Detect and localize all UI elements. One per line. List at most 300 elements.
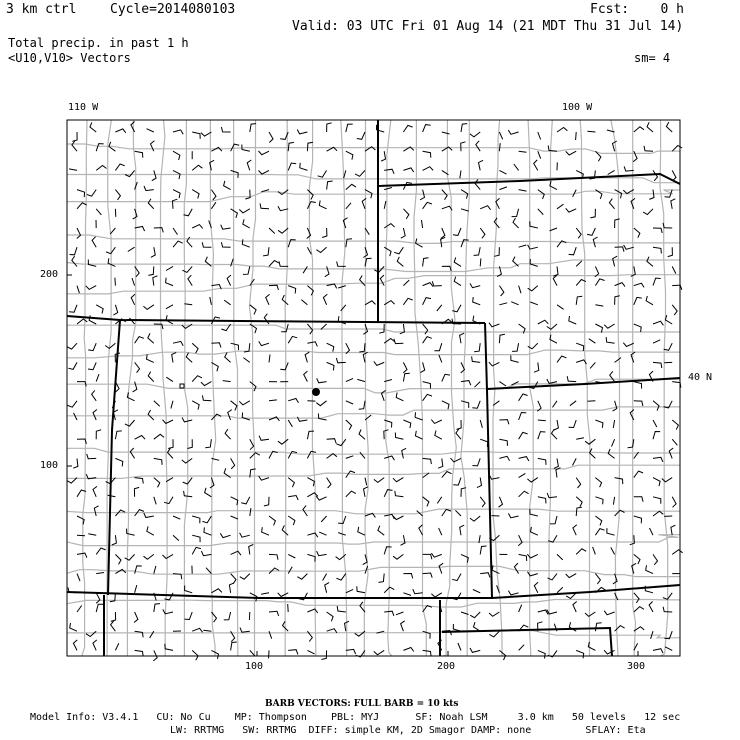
wind-barb bbox=[672, 439, 677, 445]
wind-barb bbox=[489, 475, 499, 479]
wind-barb bbox=[300, 163, 308, 171]
wind-barb bbox=[133, 209, 137, 219]
wind-barb bbox=[96, 209, 101, 215]
wind-barb bbox=[96, 374, 99, 382]
wind-barb bbox=[615, 247, 624, 252]
wind-barb bbox=[576, 296, 582, 305]
wind-barb bbox=[423, 283, 433, 287]
wind-barb bbox=[154, 478, 160, 488]
wind-barb bbox=[519, 432, 528, 439]
county-line bbox=[67, 325, 680, 332]
wind-barb bbox=[259, 476, 269, 480]
wind-barb bbox=[470, 132, 480, 137]
wind-barb bbox=[316, 496, 327, 500]
wind-barb bbox=[144, 554, 154, 559]
wind-barb bbox=[346, 378, 353, 381]
wind-barb bbox=[288, 142, 294, 151]
wind-barb bbox=[135, 478, 144, 484]
wind-barb bbox=[321, 516, 326, 522]
wind-barb bbox=[671, 199, 676, 209]
wind-barb bbox=[150, 631, 154, 638]
wind-barb bbox=[154, 566, 156, 574]
cycle-label: Cycle=2014080103 bbox=[110, 2, 236, 17]
lon-label-110w: 110 W bbox=[68, 102, 99, 113]
wind-barb bbox=[470, 648, 480, 652]
wind-barb bbox=[115, 431, 121, 439]
valid-time: Valid: 03 UTC Fri 01 Aug 14 (21 MDT Thu 31 Jul 14) bbox=[292, 19, 684, 34]
wind-barb bbox=[269, 417, 279, 421]
wind-barb bbox=[647, 257, 653, 267]
wind-barb bbox=[92, 390, 97, 400]
wind-barb bbox=[381, 151, 386, 161]
wind-barb bbox=[239, 209, 250, 213]
wind-barb bbox=[336, 439, 345, 445]
wind-barb bbox=[595, 516, 601, 525]
wind-barb bbox=[653, 478, 660, 487]
wind-barb bbox=[93, 410, 97, 421]
wind-barb bbox=[470, 283, 480, 287]
wind-barb bbox=[547, 379, 557, 383]
wind-barb bbox=[154, 401, 160, 406]
wind-barb bbox=[576, 228, 581, 238]
wind-barb bbox=[173, 516, 180, 519]
wind-barb bbox=[151, 247, 155, 257]
wind-barb bbox=[474, 247, 481, 255]
wind-barb bbox=[456, 429, 461, 439]
wind-barb bbox=[346, 239, 352, 248]
wind-barb bbox=[473, 590, 480, 593]
wind-barb bbox=[115, 129, 125, 133]
wind-barb bbox=[519, 413, 527, 421]
wind-barb bbox=[480, 420, 482, 428]
state-border-north bbox=[67, 316, 485, 323]
wind-barb bbox=[128, 247, 135, 251]
wind-barb bbox=[154, 434, 164, 439]
wind-barb bbox=[182, 266, 192, 272]
wind-barb bbox=[240, 574, 250, 580]
wind-barb bbox=[480, 228, 485, 238]
wind-barb bbox=[96, 430, 101, 439]
wind-barb bbox=[480, 573, 490, 578]
wind-barb bbox=[604, 324, 614, 328]
wind-barb bbox=[401, 621, 405, 631]
wind-barb bbox=[336, 358, 346, 363]
wind-barb bbox=[611, 547, 615, 554]
wind-barb bbox=[96, 593, 100, 604]
x-tick-200: 200 bbox=[437, 661, 456, 672]
wind-barb bbox=[114, 410, 118, 420]
wind-barb bbox=[231, 642, 237, 650]
wind-barb bbox=[461, 401, 469, 408]
wind-barb bbox=[653, 362, 662, 368]
wind-barb bbox=[259, 341, 269, 345]
wind-barb bbox=[87, 454, 97, 459]
wind-barb bbox=[607, 528, 615, 535]
wind-barb bbox=[634, 283, 644, 287]
wind-barb bbox=[269, 228, 275, 234]
wind-barb bbox=[231, 516, 238, 519]
wind-barb bbox=[154, 458, 162, 464]
wind-barb bbox=[441, 228, 445, 238]
wind-barb bbox=[647, 122, 653, 132]
county-borders bbox=[67, 120, 680, 656]
wind-barb bbox=[576, 650, 584, 658]
wind-barb bbox=[307, 533, 317, 537]
wind-barb bbox=[384, 456, 394, 460]
wind-barb bbox=[508, 130, 518, 134]
wind-barb bbox=[144, 513, 154, 518]
wind-barb bbox=[609, 199, 614, 209]
wind-barb bbox=[566, 208, 577, 212]
wind-barb bbox=[135, 631, 144, 637]
wind-barb bbox=[454, 257, 461, 266]
wind-barb bbox=[115, 458, 122, 466]
wind-barb bbox=[403, 209, 409, 219]
wind-barb bbox=[359, 401, 365, 409]
wind-barb bbox=[243, 219, 250, 228]
wind-barb bbox=[288, 554, 295, 558]
wind-barb bbox=[323, 294, 327, 305]
wind-barb bbox=[439, 563, 443, 573]
wind-barb bbox=[472, 356, 481, 362]
wind-barb bbox=[96, 166, 106, 171]
wind-barb bbox=[499, 420, 509, 425]
wind-barb bbox=[423, 458, 432, 464]
wind-barb bbox=[519, 394, 528, 401]
wind-barb bbox=[307, 478, 314, 487]
wind-barb bbox=[319, 532, 326, 535]
wind-barb bbox=[608, 449, 614, 459]
wind-barb bbox=[439, 528, 442, 535]
wind-barb bbox=[672, 146, 682, 152]
wind-barb bbox=[671, 525, 676, 535]
wind-barb bbox=[108, 258, 115, 266]
wind-barb bbox=[148, 372, 154, 382]
wind-barb bbox=[225, 353, 231, 363]
wind-barb bbox=[221, 242, 230, 247]
wind-barb bbox=[133, 382, 137, 392]
wind-barb bbox=[77, 190, 85, 198]
wind-barb bbox=[297, 417, 307, 422]
wind-barb bbox=[534, 160, 538, 171]
wind-barb bbox=[475, 179, 480, 189]
wind-barb bbox=[423, 298, 431, 305]
wind-barb bbox=[566, 151, 577, 155]
wind-barb bbox=[240, 628, 250, 633]
wind-barb bbox=[202, 516, 211, 523]
wind-barb bbox=[653, 170, 658, 180]
wind-barb bbox=[590, 362, 595, 368]
wind-barb bbox=[567, 376, 576, 381]
wind-barb bbox=[646, 296, 653, 305]
wind-barb bbox=[401, 228, 405, 238]
wind-barb bbox=[88, 260, 96, 267]
model-info-line1: Model Info: V3.4.1 CU: No Cu MP: Thompson PBL: MYJ SF: Noah LSM 3.0 km 50 levels 12 sec bbox=[30, 712, 681, 723]
wind-barb bbox=[473, 297, 481, 305]
wind-barb bbox=[595, 279, 604, 286]
wind-barb bbox=[415, 431, 422, 439]
wind-barb bbox=[513, 218, 519, 228]
wind-barb bbox=[280, 362, 288, 369]
wind-barb bbox=[403, 420, 410, 428]
wind-barb bbox=[192, 547, 201, 554]
wind-barb bbox=[77, 319, 87, 324]
wind-barb bbox=[269, 400, 277, 401]
wind-barb bbox=[538, 458, 546, 465]
wind-barb bbox=[132, 278, 135, 286]
wind-barb bbox=[327, 362, 334, 370]
wind-barb bbox=[231, 401, 237, 411]
wind-barb bbox=[325, 266, 329, 276]
wind-barb bbox=[346, 589, 353, 592]
wind-barb bbox=[148, 199, 154, 209]
wind-barb bbox=[587, 401, 595, 402]
wind-barb bbox=[163, 420, 174, 424]
wind-barb bbox=[634, 497, 643, 502]
wind-barb bbox=[519, 286, 521, 294]
wind-barb bbox=[634, 228, 640, 238]
wind-barb bbox=[595, 623, 601, 632]
wind-barb bbox=[90, 122, 96, 132]
wind-barb bbox=[384, 490, 392, 497]
wind-barb bbox=[557, 356, 566, 362]
wind-barb bbox=[87, 190, 96, 197]
wind-barb bbox=[231, 259, 234, 267]
county-line bbox=[127, 120, 135, 656]
wind-barb bbox=[610, 371, 615, 381]
wind-barb bbox=[307, 609, 317, 613]
wind-barb bbox=[499, 303, 507, 305]
wind-barb bbox=[403, 373, 409, 381]
wind-barb bbox=[374, 478, 384, 483]
wind-barb bbox=[634, 324, 641, 332]
wind-barb bbox=[649, 190, 654, 200]
wind-barb bbox=[94, 506, 98, 516]
wind-barb bbox=[403, 168, 413, 172]
county-line bbox=[67, 235, 680, 243]
wind-barb bbox=[653, 278, 661, 286]
wind-barb bbox=[472, 401, 480, 408]
wind-barb bbox=[211, 202, 216, 209]
wind-barb bbox=[92, 237, 96, 248]
wind-barb bbox=[397, 257, 403, 267]
wind-barb bbox=[401, 535, 406, 545]
wind-barb bbox=[260, 203, 269, 208]
wind-barb bbox=[147, 526, 154, 535]
wind-barb bbox=[171, 401, 173, 409]
wind-barb bbox=[152, 170, 156, 180]
wind-barb bbox=[205, 488, 212, 497]
wind-barb bbox=[380, 275, 384, 286]
wind-barb bbox=[346, 456, 354, 459]
wind-barb bbox=[192, 401, 199, 410]
wind-barb bbox=[304, 371, 308, 382]
wind-barb bbox=[206, 568, 211, 574]
wind-barb bbox=[499, 497, 503, 507]
wind-barb bbox=[202, 242, 211, 247]
wind-barb bbox=[634, 382, 642, 389]
wind-barb bbox=[653, 228, 662, 233]
wind-barb bbox=[355, 170, 365, 176]
wind-barb bbox=[261, 593, 269, 594]
wind-barb bbox=[115, 190, 120, 200]
wind-barb bbox=[595, 305, 603, 306]
wind-barb bbox=[168, 439, 173, 448]
wind-barb bbox=[73, 458, 78, 468]
wind-barb bbox=[316, 247, 326, 252]
wind-barb bbox=[163, 554, 174, 558]
wind-barb bbox=[327, 343, 334, 351]
wind-barb bbox=[327, 181, 333, 190]
wind-barb bbox=[606, 337, 615, 343]
wind-barb bbox=[231, 551, 241, 555]
wind-barb bbox=[384, 188, 392, 190]
wind-barb bbox=[538, 209, 544, 215]
wind-barb bbox=[489, 612, 499, 616]
wind-barb bbox=[247, 160, 251, 170]
county-line bbox=[67, 465, 680, 478]
wind-barb bbox=[96, 604, 103, 612]
wind-barb bbox=[135, 337, 144, 344]
wind-barb bbox=[453, 228, 461, 235]
wind-barb bbox=[307, 554, 315, 561]
wind-barb bbox=[514, 164, 519, 170]
wind-barbs bbox=[67, 122, 683, 661]
wind-barb bbox=[519, 457, 529, 461]
wind-barb bbox=[144, 186, 154, 191]
wind-barb bbox=[508, 513, 518, 517]
wind-barb bbox=[499, 286, 504, 296]
wind-barb bbox=[154, 228, 164, 233]
county-line bbox=[67, 175, 680, 183]
wind-barb bbox=[576, 343, 584, 351]
wind-barb bbox=[148, 410, 154, 420]
wind-barb bbox=[479, 160, 484, 170]
forecast-hour: Fcst: 0 h bbox=[590, 2, 684, 17]
wind-barb bbox=[519, 245, 527, 247]
wind-barb bbox=[453, 478, 461, 486]
wind-barb bbox=[457, 420, 462, 429]
wind-barb bbox=[96, 573, 104, 574]
wind-barb bbox=[499, 382, 506, 386]
wind-barb bbox=[288, 650, 298, 655]
wind-barb bbox=[360, 276, 365, 286]
wind-barb bbox=[423, 554, 432, 559]
wind-barb bbox=[192, 132, 200, 139]
wind-barb bbox=[512, 209, 519, 217]
wind-barb bbox=[420, 190, 424, 200]
wind-barb bbox=[423, 202, 432, 209]
wind-barb bbox=[538, 610, 548, 614]
county-line bbox=[364, 120, 368, 656]
barb-legend: BARB VECTORS: FULL BARB = 10 kts bbox=[265, 699, 459, 709]
wind-barb bbox=[576, 132, 577, 140]
wind-barb bbox=[460, 170, 461, 178]
wind-barb bbox=[662, 478, 672, 482]
wind-barb bbox=[73, 640, 77, 651]
wind-barb bbox=[595, 324, 602, 333]
wind-barb bbox=[135, 151, 143, 158]
wind-barb bbox=[173, 130, 183, 134]
wind-barb bbox=[319, 201, 326, 209]
wind-barb bbox=[634, 127, 644, 132]
wind-barb bbox=[402, 448, 406, 458]
wind-barb bbox=[668, 247, 673, 256]
wind-barb bbox=[548, 146, 557, 152]
wind-barb bbox=[455, 510, 461, 516]
wind-barb bbox=[112, 535, 117, 545]
wind-barb bbox=[135, 585, 137, 593]
wind-barb bbox=[86, 474, 96, 479]
wind-barb bbox=[442, 266, 451, 271]
wind-barb bbox=[164, 497, 173, 504]
wind-barb bbox=[511, 355, 519, 362]
wind-barb bbox=[663, 223, 672, 228]
wind-barb bbox=[595, 497, 603, 505]
state-borders bbox=[67, 120, 680, 656]
wind-barb bbox=[415, 412, 423, 420]
wind-barb bbox=[634, 607, 644, 612]
wind-barb bbox=[538, 420, 546, 421]
wind-barb bbox=[470, 516, 480, 521]
wind-barb bbox=[630, 410, 634, 421]
wind-barb bbox=[288, 516, 295, 525]
wind-barb bbox=[519, 151, 527, 152]
wind-barb bbox=[288, 163, 296, 170]
wind-barb bbox=[576, 549, 586, 555]
wind-barb bbox=[269, 611, 279, 616]
wind-barb bbox=[442, 509, 451, 516]
wind-barb bbox=[553, 401, 558, 408]
wind-barb bbox=[192, 650, 198, 660]
wind-barb bbox=[305, 352, 309, 362]
wind-barb bbox=[192, 225, 203, 229]
wind-barb bbox=[173, 228, 178, 235]
field-title-vectors: <U10,V10> Vectors bbox=[8, 51, 131, 65]
wind-barb bbox=[576, 438, 584, 440]
wind-barb bbox=[530, 302, 538, 305]
wind-barb bbox=[613, 420, 614, 428]
wind-barb bbox=[323, 574, 327, 581]
wind-barb bbox=[327, 478, 331, 488]
wind-barb bbox=[587, 228, 595, 235]
wind-barb bbox=[530, 509, 538, 516]
wind-barb bbox=[336, 574, 345, 581]
wind-barb bbox=[288, 567, 292, 574]
wind-barb bbox=[595, 420, 603, 428]
wind-barb bbox=[125, 554, 135, 560]
wind-barb bbox=[474, 622, 481, 631]
wind-barb bbox=[185, 586, 193, 593]
wind-barb bbox=[250, 439, 254, 450]
wind-barb bbox=[125, 420, 135, 426]
wind-barb bbox=[519, 645, 525, 651]
wind-barb bbox=[67, 343, 77, 349]
wind-barb bbox=[111, 612, 116, 621]
wind-barb bbox=[384, 224, 394, 228]
wind-barb bbox=[88, 534, 96, 536]
wind-barb bbox=[173, 190, 180, 199]
wind-barb bbox=[394, 247, 403, 254]
wind-barb bbox=[173, 341, 183, 345]
wind-barb bbox=[288, 604, 289, 612]
wind-barb bbox=[451, 458, 462, 462]
wind-barb bbox=[672, 497, 676, 508]
wind-barb bbox=[243, 266, 250, 274]
wind-barb bbox=[557, 587, 563, 593]
wind-barb bbox=[229, 583, 234, 593]
wind-barb bbox=[346, 203, 351, 209]
